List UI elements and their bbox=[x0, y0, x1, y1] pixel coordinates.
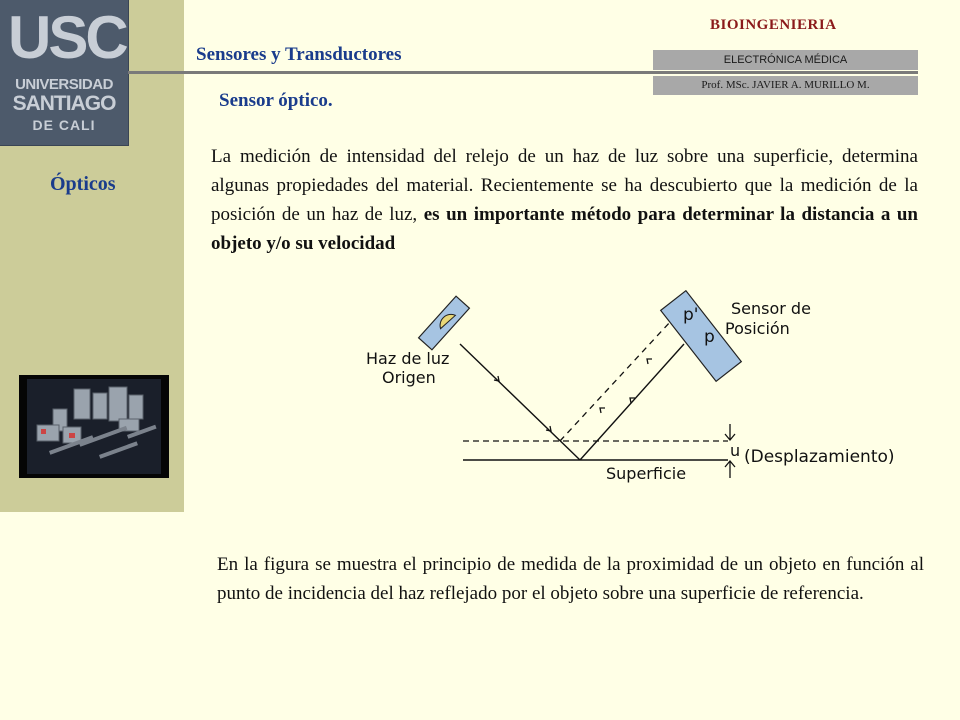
intro-paragraph bbox=[211, 142, 918, 258]
sensor-label-2: Posición bbox=[725, 319, 790, 338]
sensor-point-p-prime: p' bbox=[683, 305, 699, 325]
intro-bold-text: es un importante método para determinar la distancia a un objeto y/o su velocidad bbox=[211, 204, 918, 254]
beam-arrows bbox=[494, 359, 652, 431]
reflected-beam-dashed bbox=[560, 322, 670, 441]
optical-sensor-diagram bbox=[348, 282, 908, 492]
university-logo bbox=[0, 0, 129, 146]
displacement-label: (Desplazamiento) bbox=[744, 447, 895, 467]
surface-label: Superficie bbox=[606, 464, 687, 483]
incident-beam bbox=[460, 344, 580, 460]
displacement-u-label: u bbox=[730, 441, 741, 460]
course-title: Sensores y Transductores bbox=[196, 44, 402, 65]
reflected-beam bbox=[580, 344, 684, 460]
subject-label: ELECTRÓNICA MÉDICA bbox=[653, 50, 918, 70]
bottom-paragraph: En la figura se muestra el principio de medida de la proximidad de un objeto en función al punto de incidencia del haz reflejado por el objeto sobre una superficie de referencia. bbox=[217, 554, 924, 604]
logo-line-de-cali: DE CALI bbox=[32, 117, 96, 133]
professor-label: Prof. MSc. JAVIER A. MURILLO M. bbox=[653, 76, 918, 95]
light-source bbox=[419, 296, 470, 350]
logo-line-santiago: SANTIAGO bbox=[12, 92, 116, 115]
section-title: Sensor óptico. bbox=[219, 90, 333, 111]
sidebar bbox=[0, 0, 184, 512]
sensor-label-1: Sensor de bbox=[731, 299, 811, 318]
department-title: BIOINGENIERIA bbox=[710, 17, 837, 33]
sensor-point-p: p bbox=[704, 327, 715, 347]
source-label-2: Origen bbox=[382, 368, 436, 387]
header-rule bbox=[128, 71, 918, 74]
intro-plain-text: La medición de intensidad del relejo de un haz de luz sobre una superficie, determina algunas propiedades del material. Recientemente se ha descubierto que la medición de la posición de un haz de luz, bbox=[211, 146, 918, 225]
source-label-1: Haz de luz bbox=[366, 349, 450, 368]
logo-line-universidad: UNIVERSIDAD bbox=[15, 76, 113, 93]
optical-sensors-photo bbox=[19, 375, 169, 478]
sidebar-category-label: Ópticos bbox=[50, 173, 116, 195]
logo-usc-text: USC bbox=[8, 4, 126, 71]
